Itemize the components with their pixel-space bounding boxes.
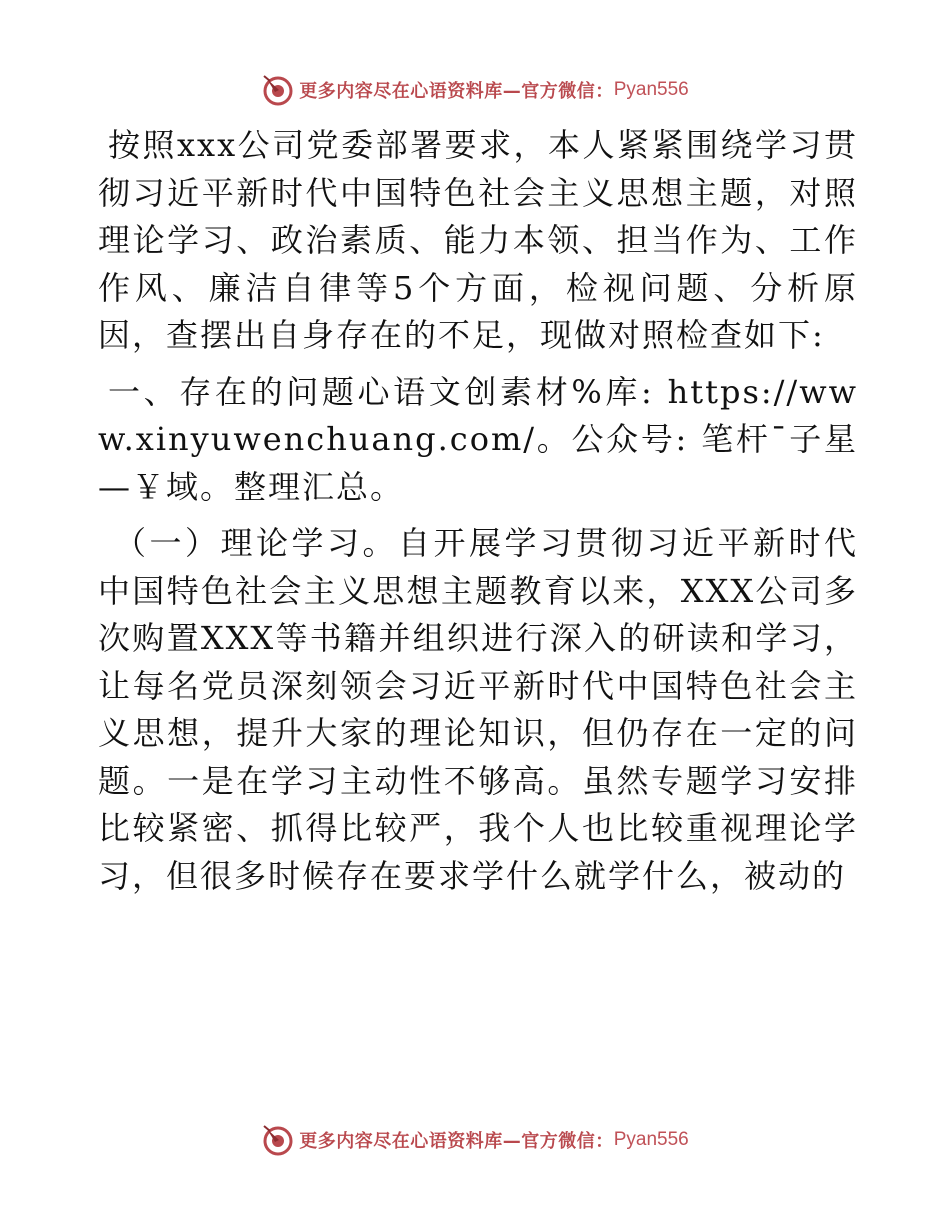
watermark-text: 更多内容尽在心语资料库—官方微信： [299,1131,614,1152]
document-body [98,122,858,900]
watermark-wechat-id: Pyan556 [613,1129,689,1150]
footer-watermark [0,1120,950,1160]
intro-paragraph: 按照xxx公司党委部署要求，本人紧紧围绕学习贯彻习近平新时代中国特色社会主义思想主题，对照理论学习、政治素质、能力本领、担当作为、工作作风、廉洁自律等5个方面，检视问题、分析原因，查摆出自身存在的不足，现做对照检查如下: [98,126,858,354]
theory-study-paragraph: （一）理论学习。自开展学习贯彻习近平新时代中国特色社会主义思想主题教育以来，XXX公司多次购置XXX等书籍并组织进行深入的研读和学习，让每名党员深刻领会习近平新时代中国特色社会主义思想，提升大家的理论知识，但仍存在一定的问题。一是在学习主动性不够高。虽然专题学习安排比较紧密、抓得比较严，我个人也比较重视理论学习，但很多时候存在要求学什么就学什么，被动的 [98,524,858,895]
watermark-wechat-id: Pyan556 [613,79,689,100]
section-heading-paragraph: 一、存在的问题心语文创素材%库: https://www.xinyuwenchuang.com/。公众号: 笔杆¯子星—￥域。整理汇总。 [98,372,858,506]
pen-nib-circle-icon [261,1123,295,1157]
watermark-text: 更多内容尽在心语资料库—官方微信： [299,81,614,102]
header-watermark [0,70,950,110]
pen-nib-circle-icon [261,73,295,107]
